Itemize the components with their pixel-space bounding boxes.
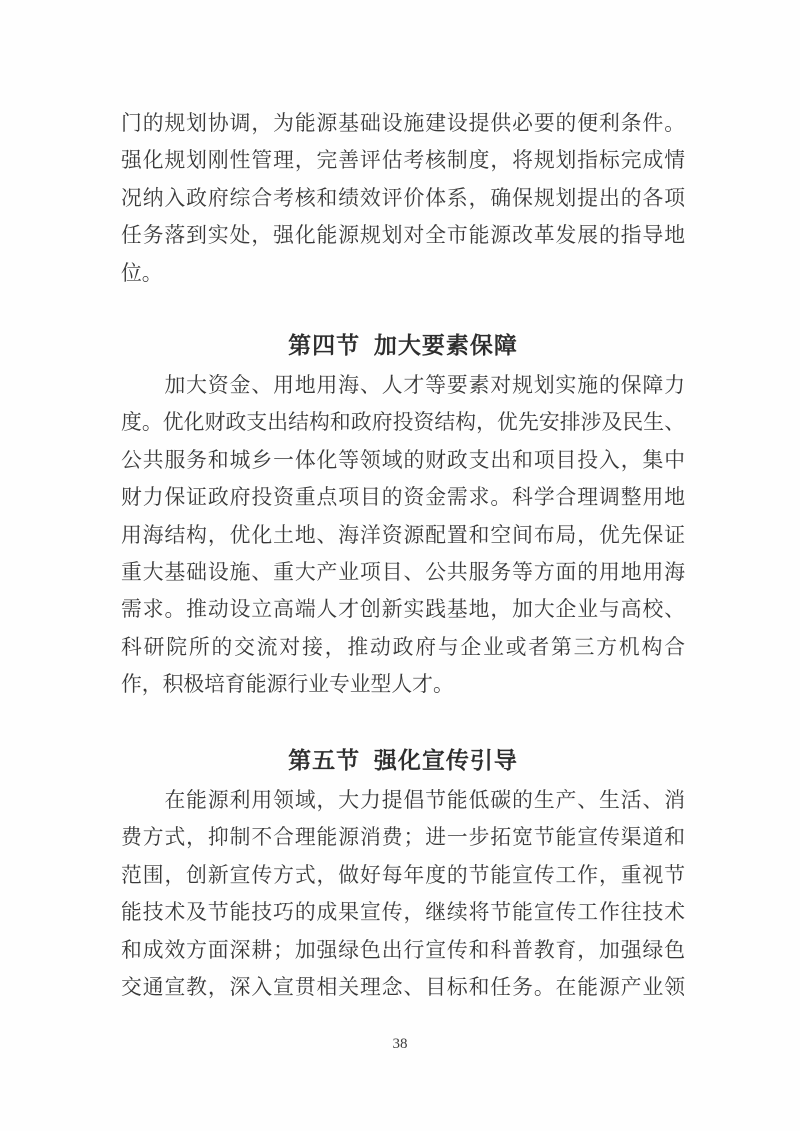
- text-line: 作，积极培育能源行业专业型人才。: [121, 673, 454, 697]
- text-line: 能技术及节能技巧的成果宣传，继续将节能宣传工作往技术: [121, 901, 685, 925]
- section5-heading: [121, 745, 685, 775]
- text-line: 门的规划协调，为能源基础设施建设提供必要的便利条件。: [121, 112, 685, 135]
- text-line: 重大基础设施、重大产业项目、公共服务等方面的用地用海: [121, 560, 685, 584]
- section5-heading-label: 第五节: [288, 747, 361, 773]
- section5-heading-title: 强化宣传引导: [373, 747, 518, 773]
- text-line: 在能源利用领域，大力提倡节能低碳的生产、生活、消: [121, 789, 685, 812]
- paragraph-continued: [121, 105, 685, 292]
- page-number: 38: [392, 1036, 408, 1052]
- text-line: 位。: [121, 261, 163, 285]
- text-line: 度。优化财政支出结构和政府投资结构，优先安排涉及民生、: [121, 411, 685, 435]
- section5-paragraph: [121, 782, 685, 1006]
- text-line: 财力保证政府投资重点项目的资金需求。科学合理调整用地: [121, 486, 685, 510]
- text-line: 任务落到实处，强化能源规划对全市能源改革发展的指导地: [121, 224, 685, 248]
- text-line: 交通宣教，深入宣贯相关理念、目标和任务。在能源产业领: [121, 975, 685, 999]
- text-line: 费方式，抑制不合理能源消费；进一步拓宽节能宣传渠道和: [121, 826, 685, 850]
- text-line: 需求。推动设立高端人才创新实践基地，加大企业与高校、: [121, 598, 685, 622]
- text-line: 和成效方面深耕；加强绿色出行宣传和科普教育，加强绿色: [121, 938, 685, 962]
- section4-paragraph: [121, 367, 685, 704]
- text-line: 用海结构，优化土地、海洋资源配置和空间布局，优先保证: [121, 523, 685, 547]
- text-line: 强化规划刚性管理，完善评估考核制度，将规划指标完成情: [121, 149, 685, 173]
- text-line: 范围，创新宣传方式，做好每年度的节能宣传工作，重视节: [121, 863, 685, 887]
- text-line: 公共服务和城乡一体化等领域的财政支出和项目投入，集中: [121, 448, 685, 472]
- section4-heading: [121, 330, 685, 360]
- text-line: 况纳入政府综合考核和绩效评价体系，确保规划提出的各项: [121, 186, 685, 210]
- section4-heading-title: 加大要素保障: [373, 332, 518, 358]
- text-line: 加大资金、用地用海、人才等要素对规划实施的保障力: [121, 374, 685, 397]
- section4-heading-label: 第四节: [288, 332, 361, 358]
- text-line: 科研院所的交流对接，推动政府与企业或者第三方机构合: [121, 635, 685, 659]
